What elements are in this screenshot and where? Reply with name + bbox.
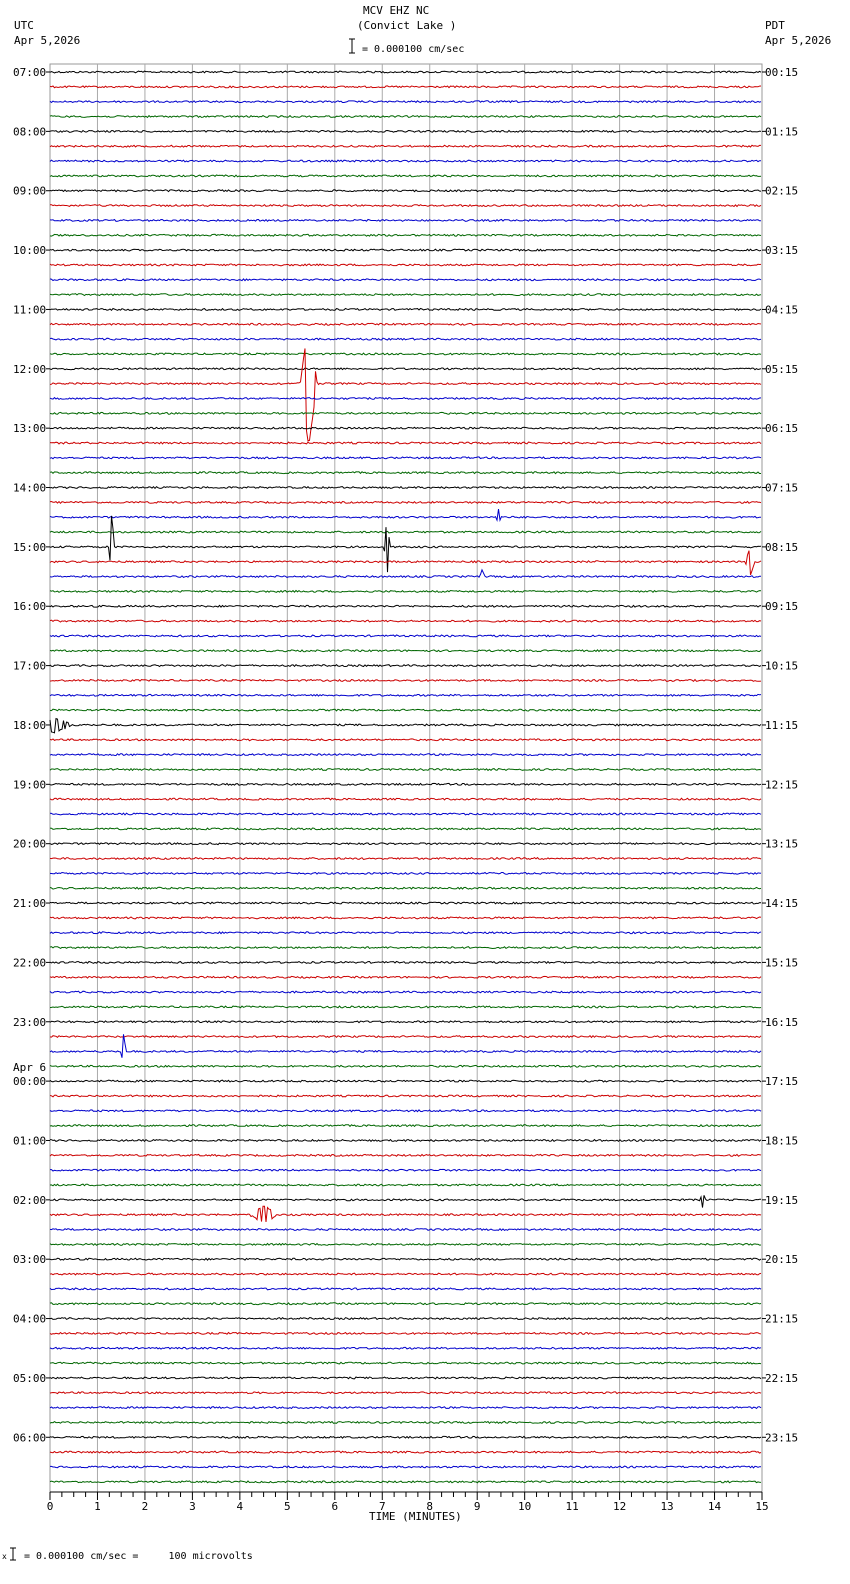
seismic-trace — [50, 887, 761, 889]
utc-hour-label: 15:00 — [13, 540, 47, 554]
x-tick-label: 0 — [46, 1500, 54, 1513]
seismic-trace — [50, 323, 761, 325]
utc-zone-label: UTC — [14, 19, 34, 32]
seismic-trace — [50, 843, 761, 845]
seismic-trace — [50, 1362, 761, 1364]
scale-text: = 0.000100 cm/sec — [362, 44, 465, 55]
seismic-trace — [50, 798, 761, 800]
seismic-trace — [50, 1303, 761, 1305]
seismic-trace — [50, 412, 761, 414]
seismic-trace — [50, 1347, 761, 1349]
x-tick-label: 7 — [378, 1500, 386, 1513]
x-tick-label: 12 — [612, 1500, 627, 1513]
footer-scale-icon — [2, 1546, 16, 1562]
seismic-trace — [50, 1110, 761, 1112]
seismic-trace — [50, 1466, 761, 1468]
x-tick-label: 2 — [141, 1500, 149, 1513]
seismic-trace — [50, 1006, 761, 1008]
x-tick-label: 13 — [660, 1500, 674, 1513]
seismic-trace — [50, 828, 761, 830]
seismic-trace — [50, 1154, 761, 1156]
utc-hour-label: 07:00 — [13, 66, 47, 79]
trace-group — [50, 71, 761, 1483]
seismic-trace — [50, 783, 761, 785]
seismic-trace — [50, 1333, 761, 1335]
seismic-trace — [50, 190, 761, 192]
seismic-trace — [50, 1407, 761, 1409]
utc-hour-label: 11:00 — [13, 303, 47, 317]
utc-hour-label: 05:00 — [13, 1371, 47, 1385]
grid-lines — [50, 64, 762, 1492]
pdt-hour-label: 03:15 — [765, 244, 799, 258]
pdt-hour-label: 23:15 — [765, 1431, 799, 1445]
seismic-trace — [50, 442, 761, 444]
seismic-trace — [50, 472, 761, 474]
seismic-trace — [50, 353, 761, 355]
seismic-trace — [50, 739, 761, 741]
utc-hour-label: 08:00 — [13, 125, 47, 139]
seismic-trace — [50, 551, 761, 575]
station-location: (Convict Lake ) — [357, 19, 457, 32]
x-tick-label: 3 — [189, 1500, 196, 1513]
seismic-trace — [50, 591, 761, 593]
seismic-trace — [50, 309, 761, 311]
seismic-trace — [50, 1258, 761, 1260]
seismic-trace — [50, 234, 761, 236]
seismic-trace — [50, 1481, 761, 1483]
pdt-hour-label: 09:15 — [765, 600, 799, 614]
seismic-trace — [50, 650, 761, 652]
seismic-trace — [50, 813, 761, 815]
pdt-hour-label: 19:15 — [765, 1193, 799, 1207]
seismic-trace — [50, 1436, 761, 1438]
seismic-trace — [50, 694, 761, 696]
seismic-trace — [50, 1377, 761, 1379]
station-title: MCV EHZ NC — [363, 4, 430, 17]
seismic-trace — [50, 769, 761, 771]
seismic-trace — [50, 294, 761, 296]
seismic-trace — [50, 719, 761, 733]
utc-hour-label: 13:00 — [13, 422, 47, 436]
seismic-trace — [50, 1065, 761, 1067]
seismic-trace — [50, 1140, 761, 1142]
utc-hour-label: 12:00 — [13, 362, 47, 376]
pdt-hour-label: 07:15 — [765, 481, 799, 495]
seismic-trace — [50, 398, 761, 400]
seismic-trace — [50, 1244, 761, 1246]
seismic-trace — [50, 665, 761, 667]
seismic-trace — [50, 1422, 761, 1424]
utc-hour-label: 03:00 — [13, 1253, 47, 1267]
seismic-trace — [50, 858, 761, 860]
seismic-trace — [50, 279, 761, 281]
seismic-trace — [50, 1021, 761, 1023]
seismic-trace — [50, 249, 761, 251]
seismic-trace — [50, 1229, 761, 1231]
pdt-hour-label: 01:15 — [765, 125, 799, 139]
pdt-hour-label: 11:15 — [765, 718, 799, 732]
pdt-hour-label: 16:15 — [765, 1015, 799, 1029]
seismic-trace — [50, 1169, 761, 1171]
pdt-hour-label: 15:15 — [765, 956, 799, 970]
utc-hour-label: 21:00 — [13, 897, 47, 911]
seismic-trace — [50, 338, 761, 340]
seismic-trace — [50, 1195, 761, 1207]
x-tick-label: 1 — [94, 1500, 101, 1513]
pdt-hour-label: 20:15 — [765, 1253, 799, 1267]
seismic-trace — [50, 902, 761, 904]
seismic-trace — [50, 1318, 761, 1320]
plot-frame — [50, 64, 762, 1492]
pdt-hour-label: 02:15 — [765, 184, 799, 198]
seismic-trace — [50, 917, 761, 919]
seismic-trace — [50, 1184, 761, 1186]
seismic-trace — [50, 160, 761, 162]
seismic-trace — [50, 131, 761, 133]
date-change-label: Apr 6 — [13, 1061, 47, 1075]
seismic-trace — [50, 509, 761, 520]
x-tick-label: 11 — [565, 1500, 579, 1513]
seismic-trace — [50, 709, 761, 711]
x-axis-title: TIME (MINUTES) — [369, 1510, 462, 1523]
seismic-trace — [50, 570, 761, 578]
utc-hour-label: 14:00 — [13, 481, 47, 495]
seismic-trace — [50, 1034, 761, 1057]
seismic-trace — [50, 1206, 761, 1222]
seismic-trace — [50, 71, 761, 73]
utc-hour-label: 01:00 — [13, 1134, 47, 1148]
x-tick-label: 8 — [426, 1500, 434, 1513]
seismic-trace — [50, 205, 761, 207]
utc-hour-label: 06:00 — [13, 1431, 47, 1445]
footer-scale-text: = 0.000100 cm/sec = 100 microvolts — [24, 1551, 253, 1562]
pdt-hour-label: 00:15 — [765, 66, 799, 79]
pdt-zone-label: PDT — [765, 19, 785, 32]
pdt-hour-label: 22:15 — [765, 1371, 799, 1385]
utc-hour-label: 19:00 — [13, 778, 47, 792]
seismic-trace — [50, 175, 761, 177]
svg-text:x: x — [2, 1552, 7, 1561]
seismic-trace — [50, 264, 761, 266]
seismic-trace — [50, 1273, 761, 1275]
seismic-trace — [50, 531, 761, 533]
utc-hour-label: 20:00 — [13, 837, 47, 851]
seismic-trace — [50, 962, 761, 964]
pdt-hour-label: 10:15 — [765, 659, 799, 673]
pdt-hour-label: 08:15 — [765, 540, 799, 554]
seismic-trace — [50, 976, 761, 978]
seismic-trace — [50, 1392, 761, 1394]
seismic-trace — [50, 487, 761, 489]
x-tick-label: 9 — [473, 1500, 481, 1513]
pdt-hour-label: 06:15 — [765, 422, 799, 436]
seismic-trace — [50, 635, 761, 637]
utc-hour-label: 02:00 — [13, 1193, 47, 1207]
pdt-hour-label: 21:15 — [765, 1312, 799, 1326]
seismic-trace — [50, 502, 761, 504]
seismic-trace — [50, 220, 761, 222]
seismic-trace — [50, 116, 761, 118]
pdt-hour-label: 04:15 — [765, 303, 799, 317]
utc-hour-label: 23:00 — [13, 1015, 47, 1029]
seismic-trace — [50, 1080, 761, 1082]
seismic-trace — [50, 991, 761, 993]
utc-date-label: Apr 5,2026 — [14, 34, 81, 47]
seismic-trace — [50, 620, 761, 622]
x-tick-label: 14 — [707, 1500, 722, 1513]
seismic-trace — [50, 1125, 761, 1127]
x-tick-label: 4 — [236, 1500, 244, 1513]
seismic-trace — [50, 1288, 761, 1290]
utc-hour-label: 04:00 — [13, 1312, 47, 1326]
pdt-hour-label: 14:15 — [765, 897, 799, 911]
utc-hour-label: 09:00 — [13, 184, 47, 198]
utc-hour-label: 22:00 — [13, 956, 47, 970]
utc-hour-label: 17:00 — [13, 659, 47, 673]
x-tick-label: 10 — [518, 1500, 532, 1513]
seismic-trace — [50, 1095, 761, 1097]
utc-hour-label: 18:00 — [13, 718, 47, 732]
seismic-trace — [50, 680, 761, 682]
seismic-trace — [50, 516, 761, 572]
pdt-hour-label: 17:15 — [765, 1075, 799, 1089]
pdt-hour-label: 05:15 — [765, 362, 799, 376]
pdt-date-label: Apr 5,2026 — [765, 34, 832, 47]
utc-hour-label: 00:00 — [13, 1075, 47, 1089]
pdt-hour-label: 18:15 — [765, 1134, 799, 1148]
seismic-trace — [50, 86, 761, 88]
seismic-trace — [50, 145, 761, 147]
seismic-trace — [50, 1036, 761, 1038]
seismic-trace — [50, 947, 761, 949]
seismic-trace — [50, 605, 761, 607]
seismic-trace — [50, 101, 761, 103]
seismic-trace — [50, 368, 761, 370]
seismic-trace — [50, 1451, 761, 1453]
seismic-trace — [50, 457, 761, 459]
x-tick-label: 5 — [284, 1500, 291, 1513]
utc-hour-label: 10:00 — [13, 244, 47, 258]
seismic-trace — [50, 932, 761, 934]
seismic-trace — [50, 754, 761, 756]
x-tick-label: 15 — [755, 1500, 769, 1513]
pdt-hour-label: 12:15 — [765, 778, 799, 792]
seismic-trace — [50, 873, 761, 875]
x-tick-label: 6 — [331, 1500, 339, 1513]
utc-hour-label: 16:00 — [13, 600, 47, 614]
seismic-trace — [50, 427, 761, 429]
pdt-hour-label: 13:15 — [765, 837, 799, 851]
